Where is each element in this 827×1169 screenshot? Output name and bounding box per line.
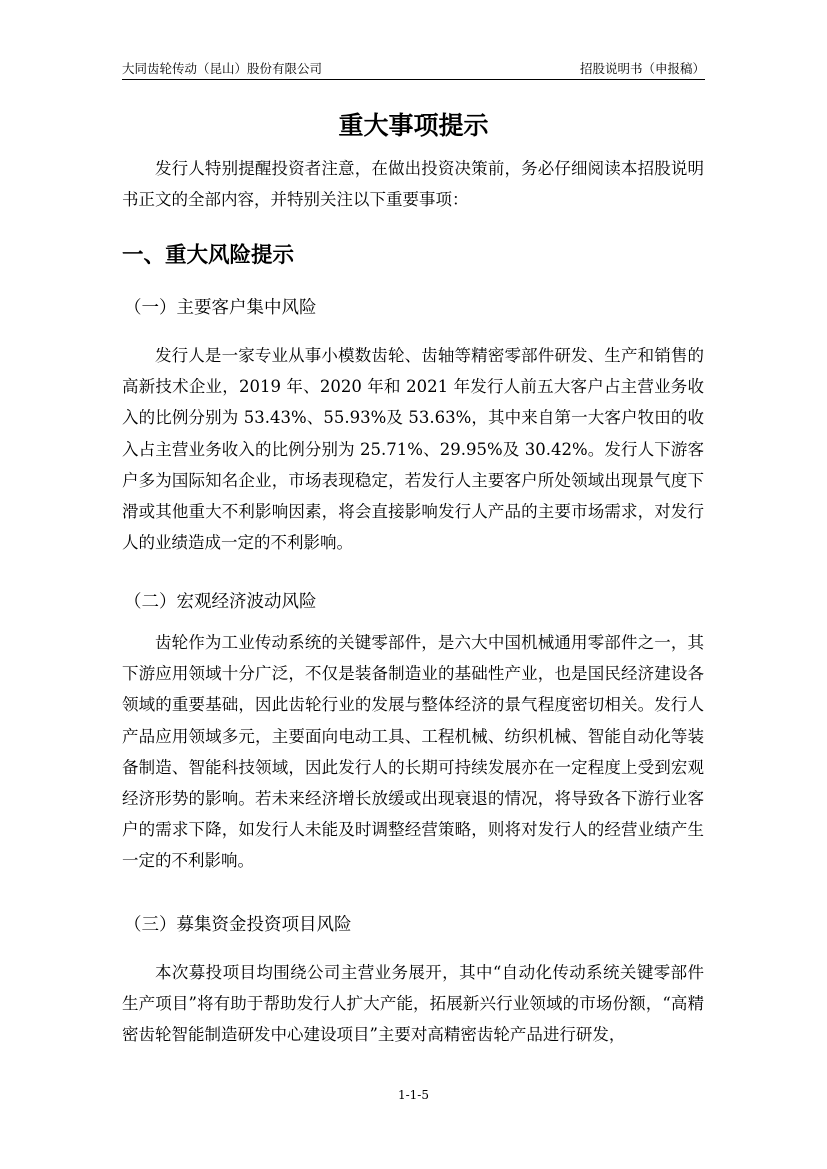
- page-title: 重大事项提示: [338, 111, 489, 140]
- paragraph-macro-economy: 齿轮作为工业传动系统的关键零部件，是六大中国机械通用零部件之一，其下游应用领域十分广泛，不仅是装备制造业的基础性产业，也是国民经济建设各领域的重要基础，因此齿轮行业的发展与整体经济的景气程度密切相关。发行人产品应用领域多元，主要面向电动工具、工程机械、纺织机械、智能自动化等装备制造、智能科技领域，因此发行人的长期可持续发展亦在一定程度上受到宏观经济形势的影响。若未来经济增长放缓或出现衰退的情况，将导致各下游行业客户的需求下降，如发行人未能及时调整经营策略，则将对发行人的经营业绩产生一定的不利影响。: [122, 633, 704, 871]
- subsection-heading-customer-concentration: （一）主要客户集中风险: [124, 298, 317, 318]
- paragraph-customer-concentration: 发行人是一家专业从事小模数齿轮、齿轴等精密零部件研发、生产和销售的高新技术企业，2019 年、2020 年和 2021 年发行人前五大客户占主营业务收入的比例分别为 53.43%、55.93%及 53.63%，其中来自第一大客户牧田的收入占主营业务收入的比例分别为 25.71%、29.95%及 30.42%。发行人下游客户多为国际知名企业，市场表现稳定，若发行人主要客户所处领域出现景气度下滑或其他重大不利影响因素，将会直接影响发行人产品的主要市场需求，对发行人的业绩造成一定的不利影响。: [122, 346, 704, 553]
- subsection-heading-macro-economy: （二）宏观经济波动风险: [124, 592, 317, 612]
- section-heading-risks: 一、重大风险提示: [122, 243, 295, 268]
- intro-paragraph: 发行人特别提醒投资者注意，在做出投资决策前，务必仔细阅读本招股说明书正文的全部内容，并特别关注以下重要事项：: [122, 159, 704, 210]
- header-doc-type: 招股说明书（申报稿）: [579, 61, 705, 76]
- page-header: [122, 57, 705, 80]
- header-company: 大同齿轮传动（昆山）股份有限公司: [122, 61, 323, 76]
- page-number: 1-1-5: [397, 1088, 429, 1102]
- subsection-heading-fundraising-projects: （三）募集资金投资项目风险: [124, 915, 352, 935]
- paragraph-fundraising-projects: 本次募投项目均围绕公司主营业务展开，其中“自动化传动系统关键零部件生产项目”将有助于帮助发行人扩大产能，拓展新兴行业领域的市场份额，“高精密齿轮智能制造研发中心建设项目”主要对高精密齿轮产品进行研发，: [122, 963, 704, 1045]
